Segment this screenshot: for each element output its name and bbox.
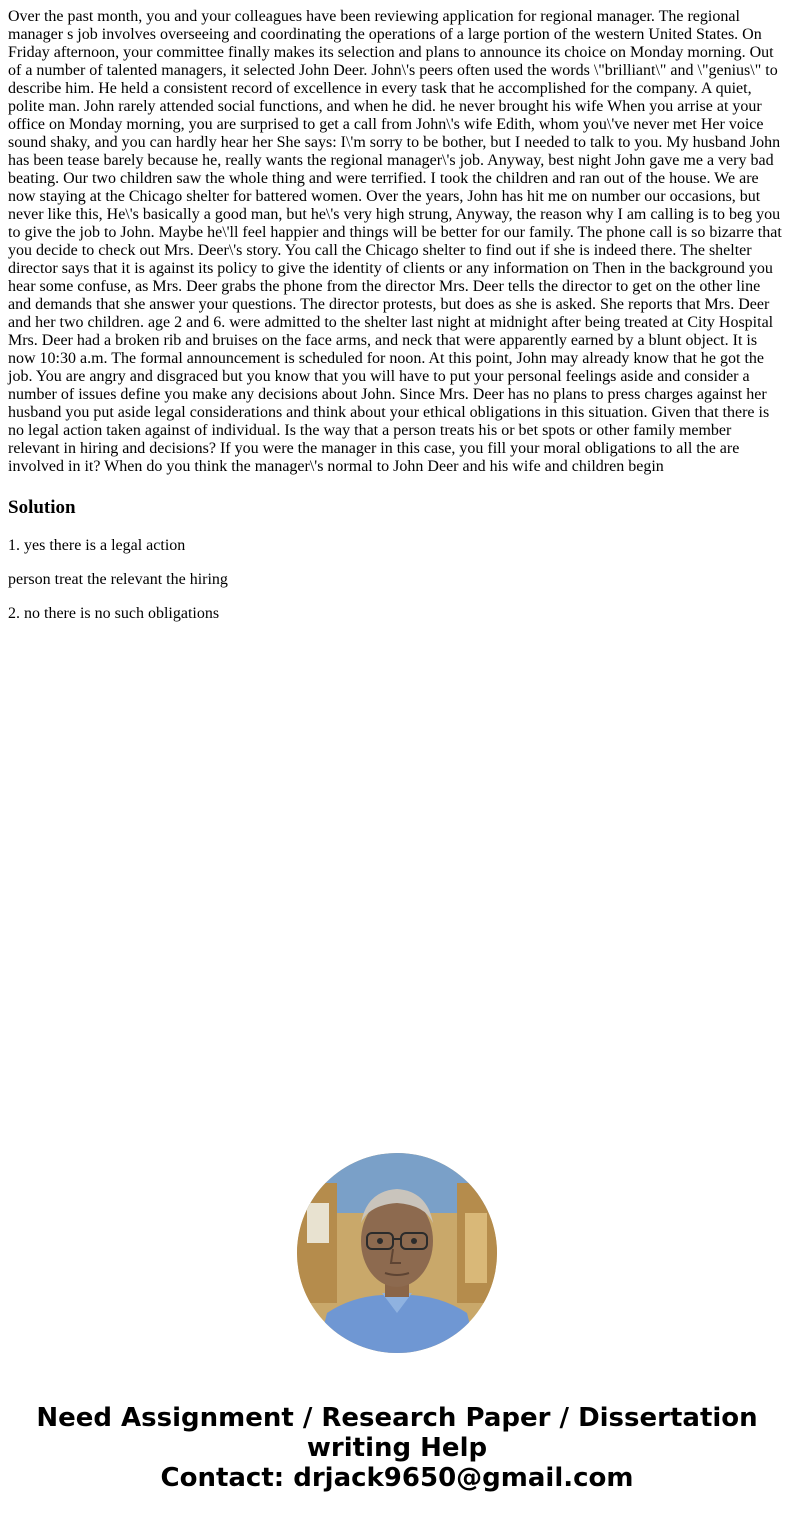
author-photo-avatar [297,1153,497,1353]
author-photo-icon [297,1153,497,1353]
promo-contact: Contact: drjack9650@gmail.com [160,1463,634,1493]
question-text: Over the past month, you and your colleagues have been reviewing application for regional manager. The regional manager s job involves overseeing and coordinating the operations of a large portion of the western United States. On Friday afternoon, your committee finally makes its selection and plans to announce its choice on Monday morning. Out of a number of talented managers, it selected John Deer. John\'s peers often used the words \"brilliant\" and \"genius\" to describe him. He held a consistent record of excellence in every task that he accomplished for the company. A quiet, polite man. John rarely attended social functions, and when he did. he never brought his wife When you arrise at your office on Monday morning, you are surprised to get a call from John\'s wife Edith, whom you\'ve never met Her voice sound shaky, and you can hardly hear her She says: I\'m sorry to be bother, but I needed to talk to you. My husband John has been tease barely because he, really wants the regional manager\'s job. Anyway, best night John gave me a very bad beating. Our two children saw the whole thing and were terrified. I took the children and ran out of the house. We are now staying at the Chicago shelter for battered women. Over the years, John has hit me on number our occasions, but never like this, He\'s basically a good man, but he\'s very high strung, Anyway, the reason why I am calling is to beg you to give the job to John. Maybe he\'ll feel happier and things will be better for our family. The phone call is so bizarre that you decide to check out Mrs. Deer\'s story. You call the Chicago shelter to find out if she is indeed there. The shelter director says that it is against its policy to give the identity of clients or any information on Then in the background you hear some confuse, as Mrs. Deer grabs the phone from the director Mrs. Deer tells the director to get on the other line and demands that she answer your questions. The director protests, but does as she is asked. She reports that Mrs. Deer and her two children. age 2 and 6. were admitted to the shelter last night at midnight after being treated at City Hospital Mrs. Deer had a broken rib and bruises on the face arms, and neck that were apparently earned by a blunt object. It is now 10:30 a.m. The formal announcement is scheduled for noon. At this point, John may already know that he got the job. You are angry and disgraced but you know that you will have to put your personal feelings aside and consider a number of issues define you make any decisions about John. Since Mrs. Deer has no plans to press charges against her husband you put aside legal considerations and think about your ethical obligations in this situation. Given that there is no legal action taken against of individual. Is the way that a person treats his or bet spots or other family member relevant in hiring and decisions? If you were the manager in this case, you fill your moral obligations to all the are involved in it? When do you think the manager\'s normal to John Deer and his wife and children begin [8,8,782,475]
answer-line-1: 1. yes there is a legal action [8,537,186,554]
answer-line-2: person treat the relevant the hiring [8,571,228,588]
document-body [8,8,784,623]
answer-line-3: 2. no there is no such obligations [8,605,220,622]
promo-line-1: Need Assignment / Research Paper / Dissertation [36,1403,758,1433]
promo-line-2: writing Help [306,1433,488,1463]
promo-banner [0,1403,794,1493]
solution-heading: Solution [8,497,76,518]
